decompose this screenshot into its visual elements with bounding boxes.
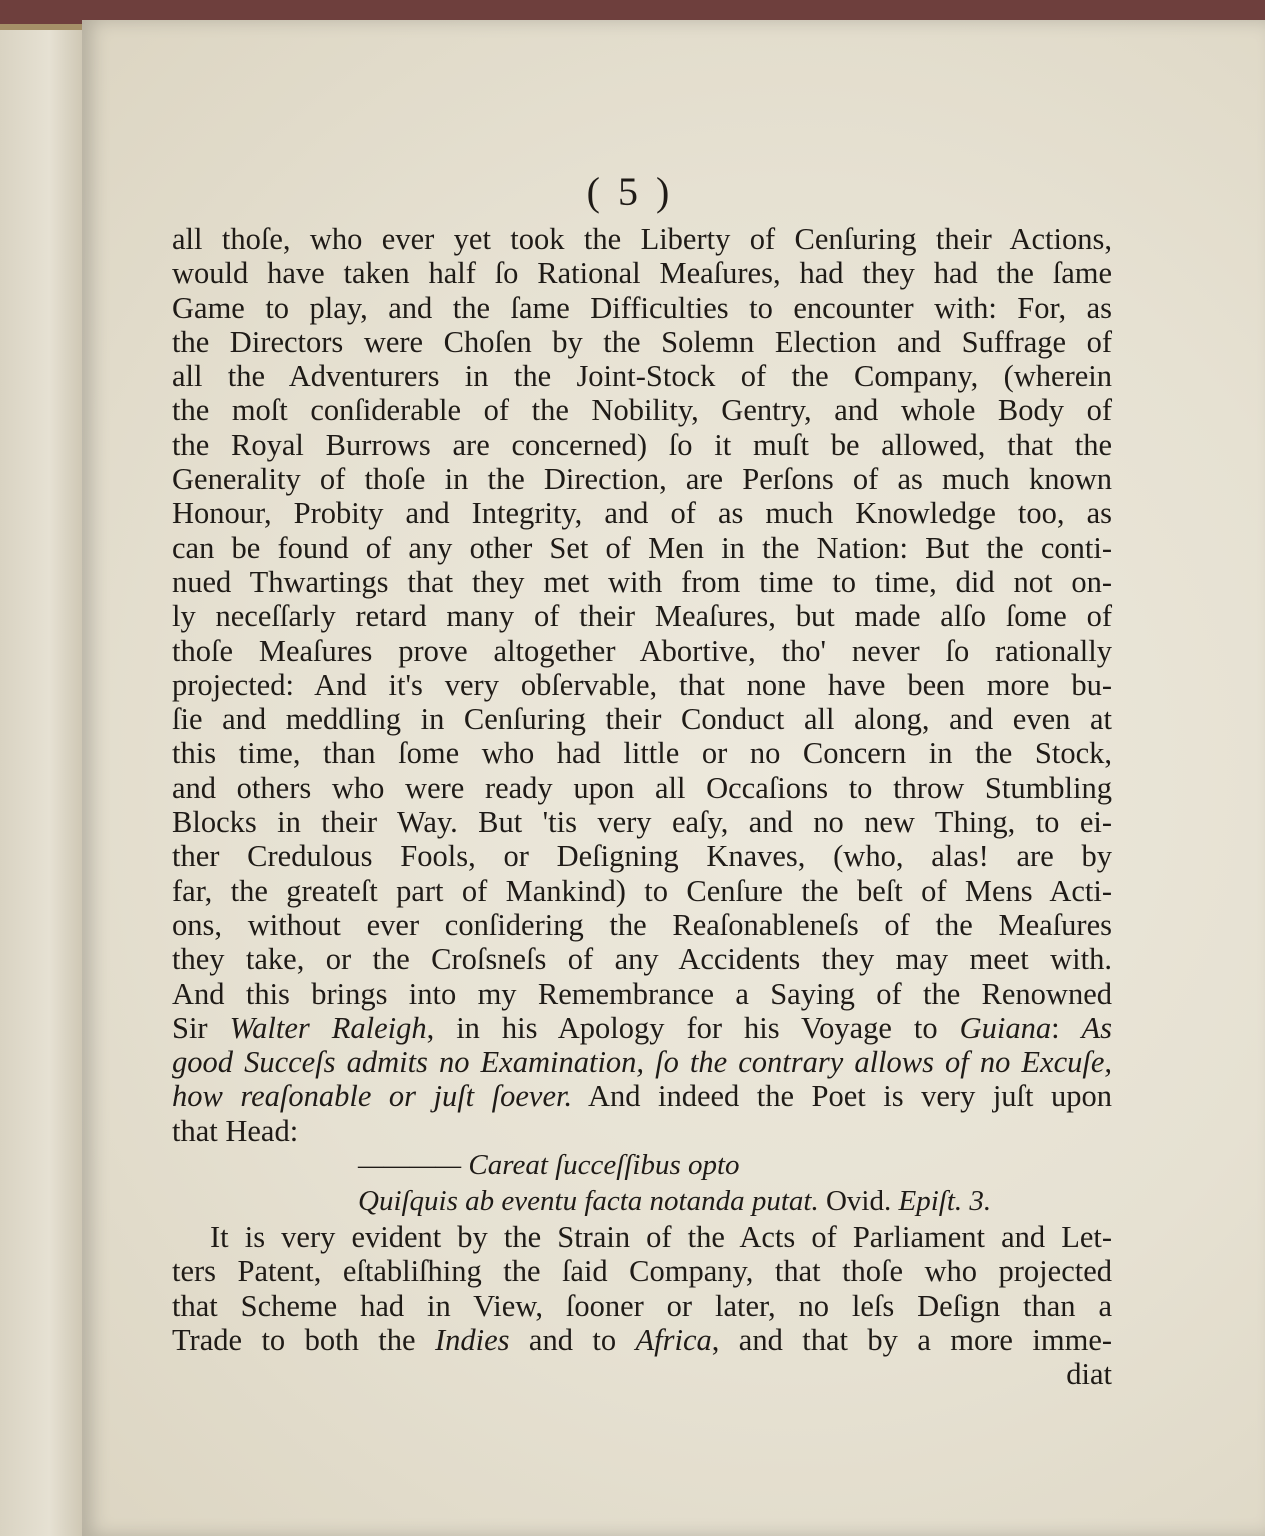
text-line: Game to play, and the ſame Difficulties to encounter with: For, as (172, 290, 1112, 325)
text-line: Trade to both the Indies and to Africa, and that by a more imme- (172, 1322, 1113, 1357)
verse-line-1: ———— Careat ſucceſſibus opto (358, 1149, 740, 1182)
text-line: the Directors were Choſen by the Solemn Election and Suffrage of (172, 324, 1112, 359)
text-line: they take, or the Croſsneſs of any Accidents they may meet with. (172, 942, 1112, 977)
text-line: projected: And it's very obſervable, that none have been more bu- (172, 667, 1112, 702)
text-line: far, the greateſt part of Mankind) to Cenſure the beſt of Mens Acti- (172, 873, 1112, 908)
text-line: the moſt conſiderable of the Nobility, Gentry, and whole Body of (172, 393, 1112, 428)
quote-start: As (1081, 1010, 1112, 1045)
text-line: all thoſe, who ever yet took the Liberty of Cenſuring their Actions, (172, 222, 1112, 256)
text-line: ther Credulous Fools, or Deſigning Knaves, (who, alas! are by (172, 839, 1112, 874)
quote-end: how reaſonable or juſt ſoever. (172, 1079, 573, 1114)
text-line: Honour, Probity and Integrity, and of as much Knowledge too, as (172, 496, 1112, 531)
verse-line-2: Quiſquis ab eventu facta notanda putat. Ovid. Epiſt. 3. (358, 1185, 992, 1218)
text-line: would have taken half ſo Rational Meaſures, had they had the ſame (172, 256, 1112, 291)
text-line: ly neceſſarly retard many of their Meaſures, but made alſo ſome of (172, 599, 1112, 634)
place-africa: Africa (635, 1322, 712, 1357)
text-line: Sir Walter Raleigh, in his Apology for his Voyage to Guiana: As (172, 1010, 1112, 1045)
text-line (172, 1045, 1112, 1079)
text-line: thoſe Meaſures prove altogether Abortive, tho' never ſo rationally (172, 633, 1112, 668)
text-line: Generality of thoſe in the Direction, are Perſons of as much known (172, 462, 1112, 497)
catchword: diat (1066, 1357, 1112, 1392)
name-walter-raleigh: Walter Raleigh (229, 1010, 427, 1045)
facing-page-edge (0, 30, 84, 1536)
text-line: and others who were ready upon all Occaſions to throw Stumbling (172, 770, 1112, 805)
text-line: can be found of any other Set of Men in the Nation: But the conti- (172, 530, 1112, 565)
text-line: nued Thwartings that they met with from time to time, did not on- (172, 564, 1112, 599)
text-line: this time, than ſome who had little or no Concern in the Stock, (172, 736, 1112, 771)
text-line: the Royal Burrows are concerned) ſo it muſt be allowed, that the (172, 427, 1112, 462)
place-guiana: Guiana (959, 1010, 1052, 1045)
text-line: that Scheme had in View, ſooner or later, no leſs Deſign than a (172, 1288, 1112, 1323)
text-line: how reaſonable or juſt ſoever. And indeed the Poet is very juſt upon (172, 1079, 1112, 1114)
text-line: And this brings into my Remembrance a Saying of the Renowned (172, 976, 1112, 1011)
place-indies: Indies (434, 1322, 510, 1357)
text-line: ons, without ever conſidering the Reaſonableneſs of the Meaſures (172, 907, 1112, 942)
text-line: It is very evident by the Strain of the Acts of Parliament and Let- (210, 1220, 1112, 1255)
text-line: all the Adventurers in the Joint-Stock of the Company, (wherein (172, 359, 1112, 394)
text-line: ters Patent, eſtabliſhing the ſaid Company, that thoſe who projected (172, 1254, 1112, 1289)
page-number: ( 5 ) (586, 169, 674, 214)
page-text (172, 222, 1112, 1392)
text-line: ſie and meddling in Cenſuring their Conduct all along, and even at (172, 702, 1112, 737)
text-line: that Head: (172, 1113, 299, 1148)
quote-text: good Succeſs admits no Examination, ſo the contrary allows of no Excuſe, (172, 1045, 1112, 1080)
text-line: Blocks in their Way. But 'tis very eaſy, and no new Thing, to ei- (172, 805, 1112, 840)
